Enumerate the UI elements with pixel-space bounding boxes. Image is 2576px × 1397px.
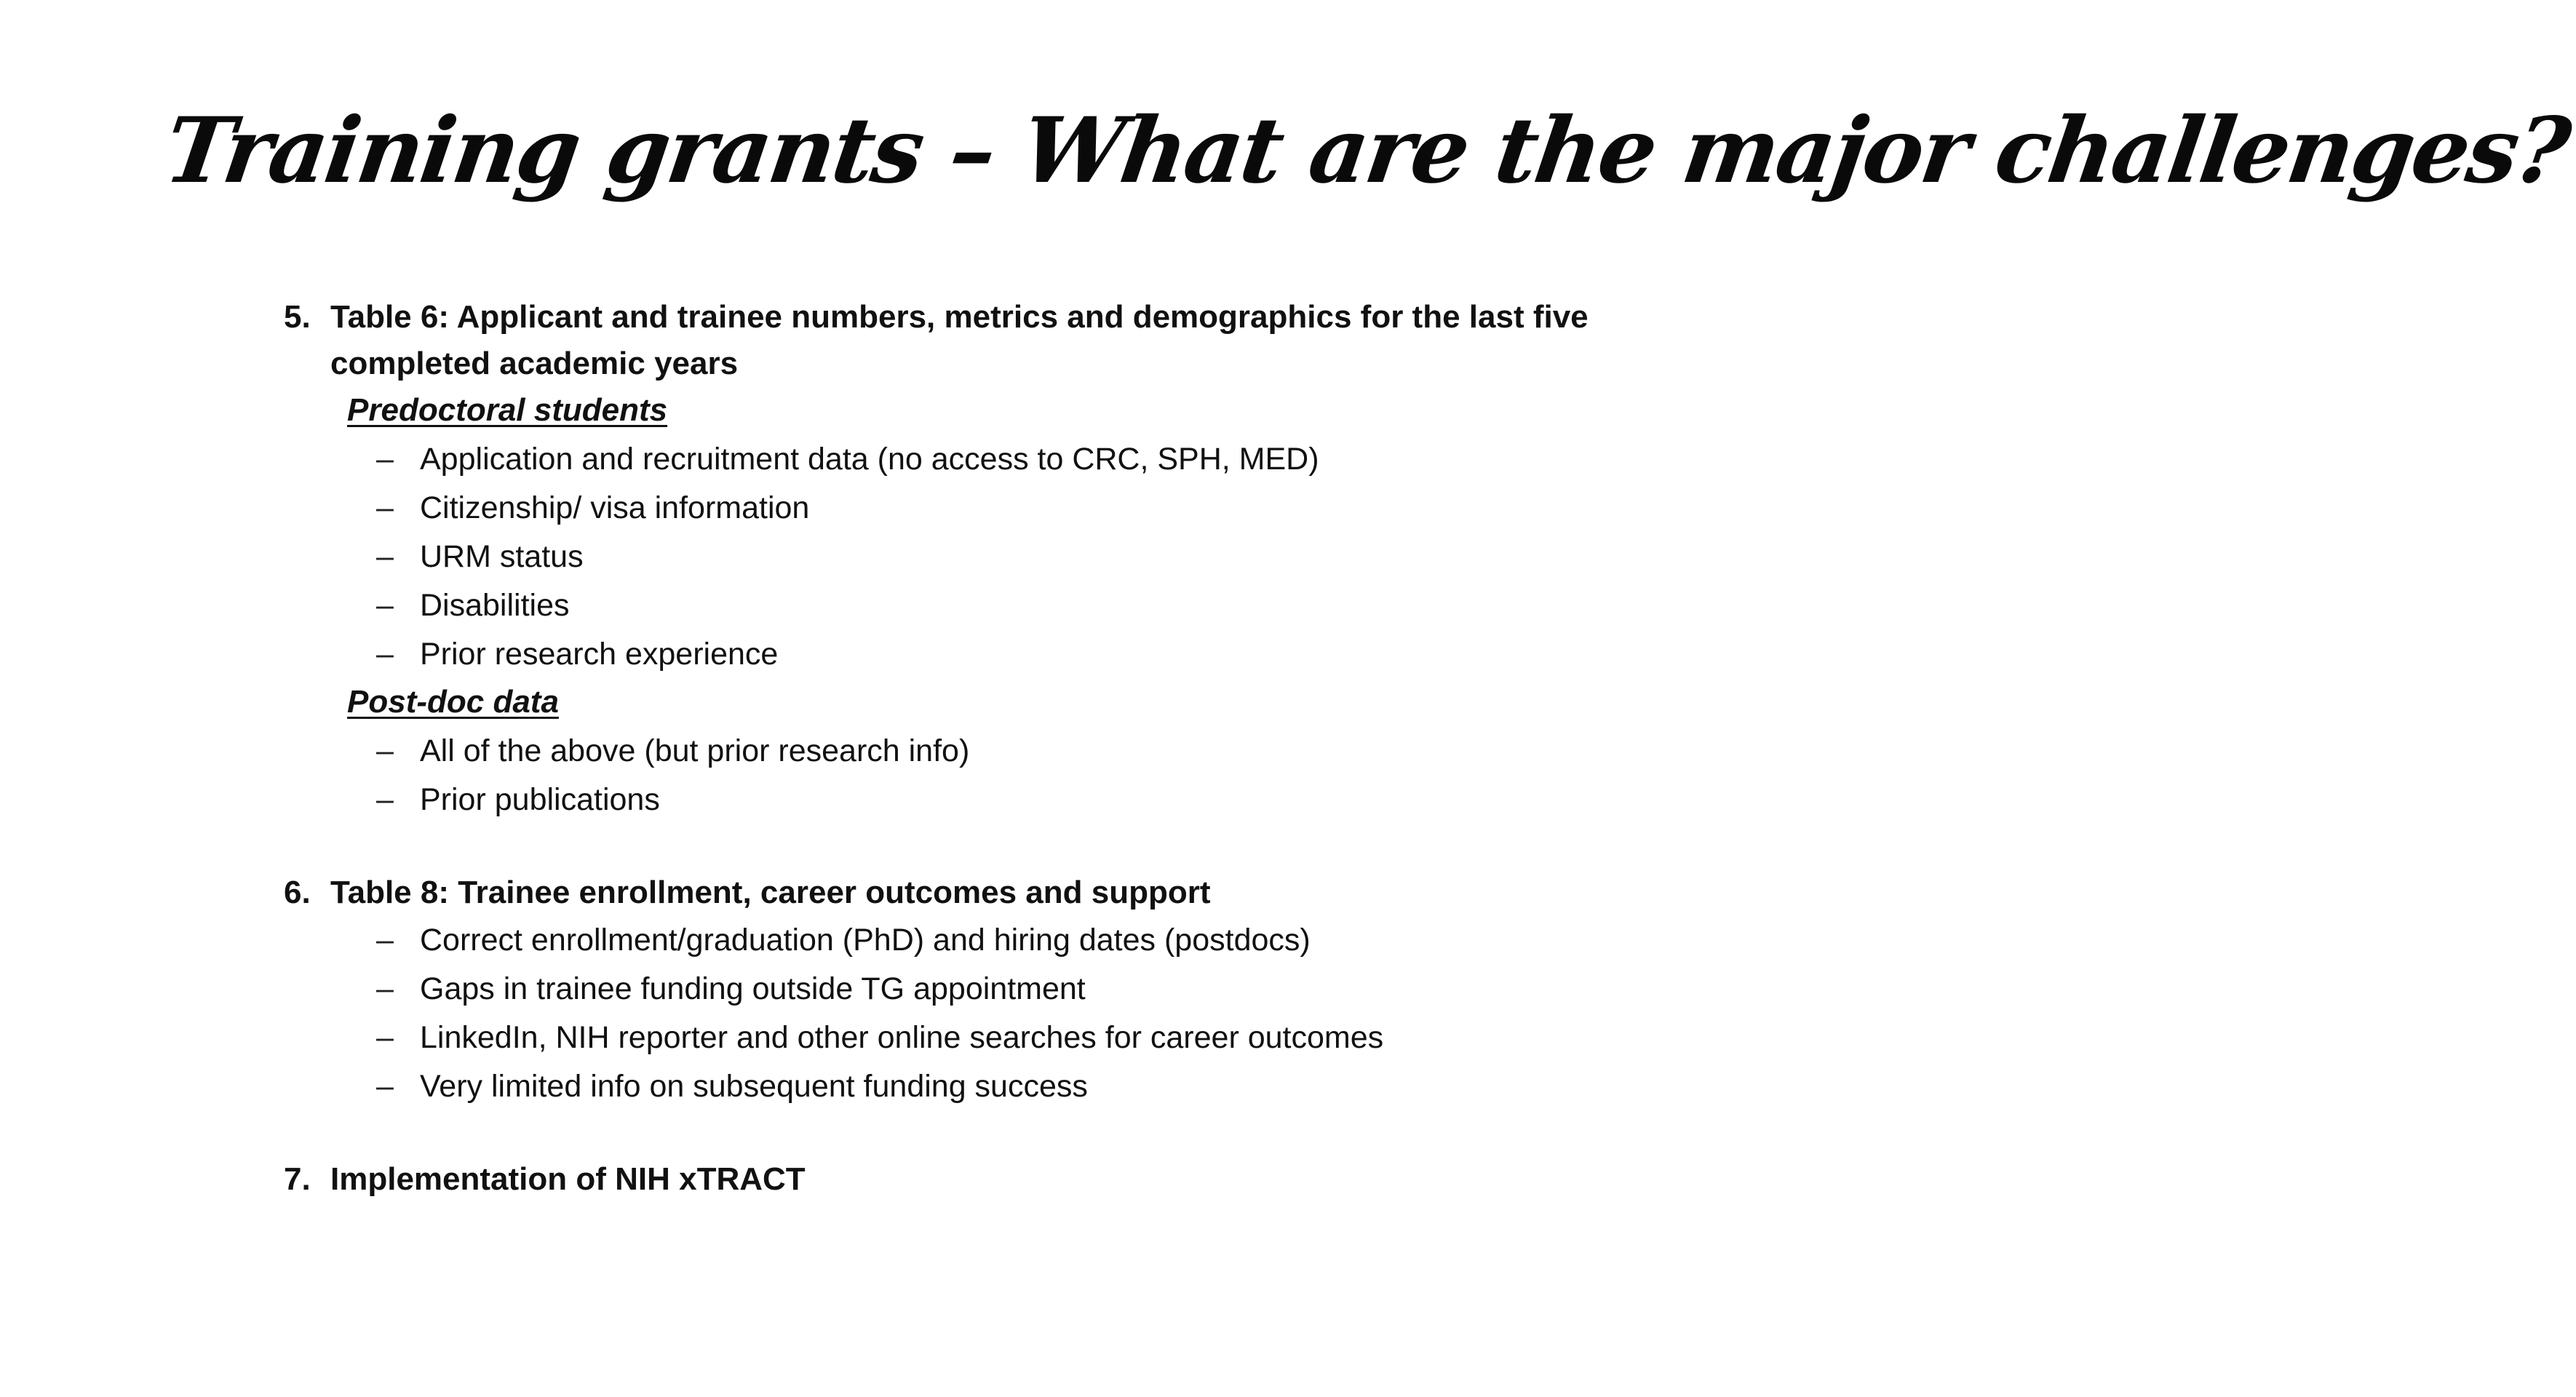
list-item-text: LinkedIn, NIH reporter and other online searches for career outcomes xyxy=(420,1020,1384,1055)
section-heading xyxy=(284,294,1739,387)
dash-bullet-icon: – xyxy=(376,539,394,574)
slide-title: Training grants – What are the major challenges? xyxy=(158,98,2575,204)
section-heading xyxy=(284,1156,1739,1203)
list-item xyxy=(376,533,1739,581)
section-7 xyxy=(284,1156,1739,1203)
section-heading xyxy=(284,869,1739,916)
bullet-list-postdoc xyxy=(284,727,1739,824)
list-item-text: Very limited info on subsequent funding success xyxy=(420,1069,1088,1104)
dash-bullet-icon: – xyxy=(376,1020,394,1055)
dash-bullet-icon: – xyxy=(376,1069,394,1104)
dash-bullet-icon: – xyxy=(376,442,394,477)
spacer xyxy=(284,824,1739,869)
dash-bullet-icon: – xyxy=(376,923,394,958)
section-title: Table 6: Applicant and trainee numbers, metrics and demographics for the last five completed academic years xyxy=(330,299,1589,381)
spacer xyxy=(284,1111,1739,1156)
bullet-list-enrollment xyxy=(284,916,1739,1111)
section-number: 7. xyxy=(284,1161,311,1197)
dash-bullet-icon: – xyxy=(376,733,394,768)
list-item xyxy=(376,1014,1739,1062)
section-number: 6. xyxy=(284,875,311,910)
section-number: 5. xyxy=(284,299,311,335)
dash-bullet-icon: – xyxy=(376,588,394,623)
list-item-text: Application and recruitment data (no access to CRC, SPH, MED) xyxy=(420,442,1319,477)
list-item xyxy=(376,484,1739,533)
section-6 xyxy=(284,869,1739,1111)
list-item-text: Citizenship/ visa information xyxy=(420,490,810,525)
dash-bullet-icon: – xyxy=(376,490,394,525)
list-item xyxy=(376,727,1739,776)
list-item-text: Gaps in trainee funding outside TG appointment xyxy=(420,971,1086,1006)
list-item-text: Correct enrollment/graduation (PhD) and hiring dates (postdocs) xyxy=(420,923,1311,958)
dash-bullet-icon: – xyxy=(376,971,394,1006)
list-item xyxy=(376,776,1739,824)
list-item xyxy=(376,916,1739,965)
section-5 xyxy=(284,294,1739,824)
list-item-text: Disabilities xyxy=(420,588,570,623)
subheading-postdoc: Post-doc data xyxy=(347,684,559,720)
section-title: Implementation of NIH xTRACT xyxy=(330,1161,806,1197)
list-item xyxy=(376,435,1739,484)
subheading-predoctoral: Predoctoral students xyxy=(347,392,668,428)
list-item xyxy=(376,1062,1739,1111)
list-item-text: URM status xyxy=(420,539,584,574)
slide-content xyxy=(284,294,1739,1203)
list-item xyxy=(376,630,1739,679)
dash-bullet-icon: – xyxy=(376,637,394,672)
list-item-text: Prior research experience xyxy=(420,637,779,672)
list-item xyxy=(376,965,1739,1014)
section-title: Table 8: Trainee enrollment, career outcomes and support xyxy=(330,875,1211,910)
list-item-text: Prior publications xyxy=(420,782,660,817)
list-item xyxy=(376,581,1739,630)
list-item-text: All of the above (but prior research info) xyxy=(420,733,970,768)
bullet-list-predoctoral xyxy=(284,435,1739,679)
dash-bullet-icon: – xyxy=(376,782,394,817)
